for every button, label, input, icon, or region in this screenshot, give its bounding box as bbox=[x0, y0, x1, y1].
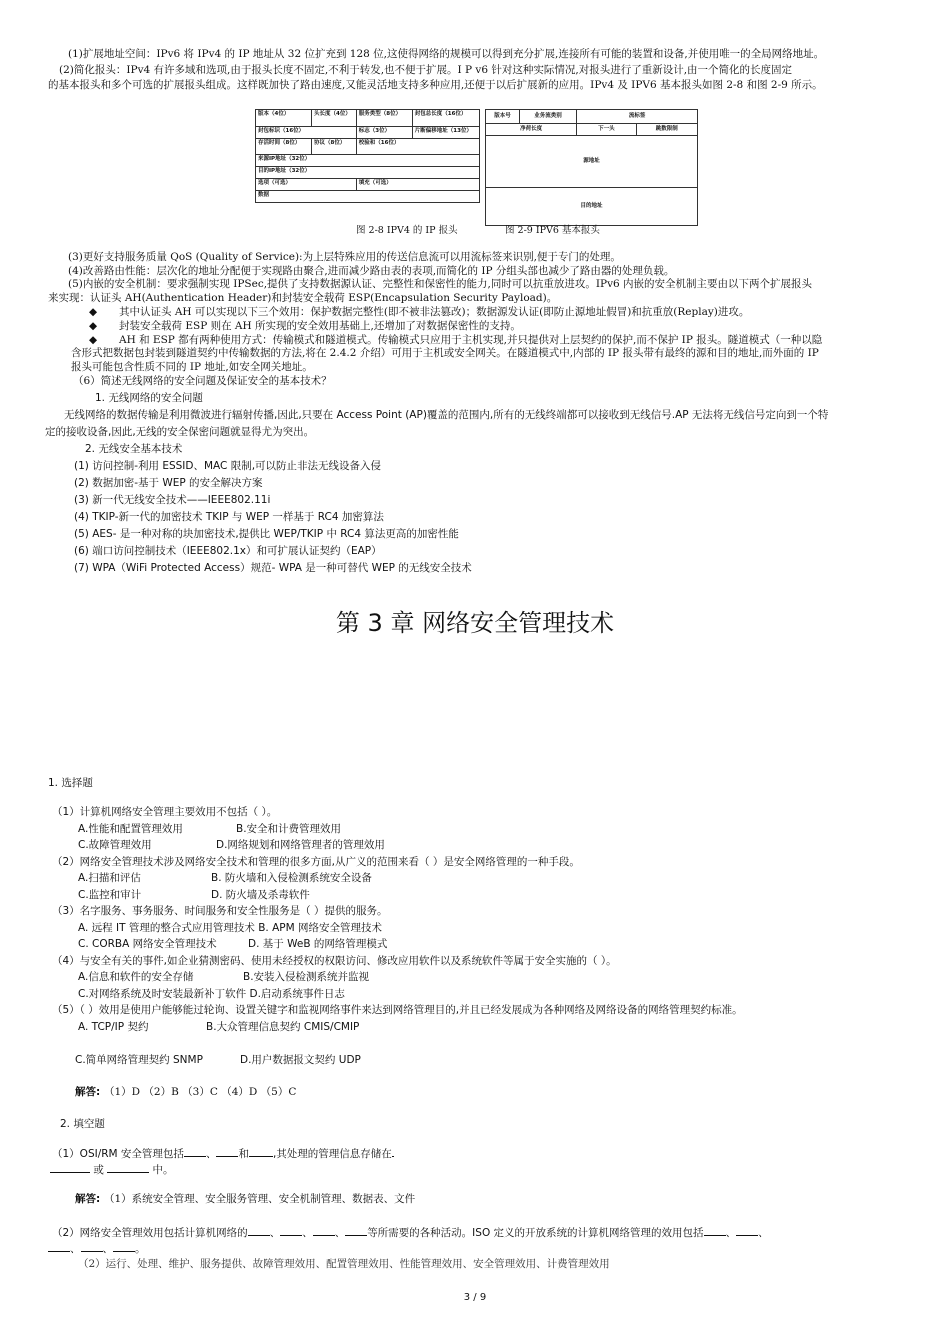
choice-option: A.扫描和评估 bbox=[78, 872, 141, 884]
ipv4-cell: 填充（可选） bbox=[358, 180, 392, 186]
fill-and: 和 bbox=[238, 1148, 249, 1160]
choice-option: D.用户数据报文契约 UDP bbox=[240, 1054, 361, 1066]
para-ipv6-address: (1)扩展地址空间：IPv6 将 IPv4 的 IP 地址从 32 位扩充到 128 位,这使得网络的规模可以得到充分扩展,连接所有可能的装置和设备,并使用唯一的全局网络地址。 bbox=[68, 48, 825, 60]
choice-option: C. CORBA 网络安全管理技术 bbox=[78, 938, 217, 950]
wireless-item: (3) 新一代无线安全技术——IEEE802.11i bbox=[74, 494, 271, 506]
choice-option: C.监控和审计 bbox=[78, 889, 142, 901]
wireless-heading-1: 1. 无线网络的安全问题 bbox=[95, 392, 203, 404]
fill-q2-line2 bbox=[48, 1241, 146, 1256]
choice-option: B.安装入侵检测系统并监视 bbox=[243, 971, 370, 983]
wireless-item: (2) 数据加密-基于 WEP 的安全解决方案 bbox=[74, 477, 263, 489]
choice-option: B. 防火墙和入侵检测系统安全设备 bbox=[211, 872, 372, 884]
choice-option: D. 防火墙及杀毒软件 bbox=[211, 889, 310, 901]
ipv6-cell: 源地址 bbox=[583, 158, 600, 164]
fill-q1-text: （1）OSI/RM 安全管理包括 bbox=[52, 1148, 184, 1160]
choice-answer-label: 解答: bbox=[75, 1086, 101, 1098]
choice-q5: （5）（ ）效用是使用户能够能过轮询、设置关键字和监视网络事件来达到网络管理目的,并且已经发展成为各种网络及网络设备的网络管理契约标准。 bbox=[52, 1004, 743, 1016]
choice-q1: （1）计算机网络安全管理主要效用不包括（ ）。 bbox=[52, 806, 278, 818]
para-routing: (4)改善路由性能：层次化的地址分配便于实现路由聚合,进而减少路由表的表项,而简化的 IP 分组头部也减少了路由器的处理负载。 bbox=[68, 265, 675, 277]
choice-option: D. 基于 WeB 的网络管理模式 bbox=[248, 938, 388, 950]
wireless-item: (6) 端口访问控制技术（IEEE802.1x）和可扩展认证契约（EAP） bbox=[74, 545, 382, 557]
wireless-heading-2: 2. 无线安全基本技术 bbox=[85, 443, 183, 455]
wireless-para-2: 定的接收设备,因此,无线的安全保密问题就显得尤为突出。 bbox=[45, 426, 315, 438]
ipv6-cell: 目的地址 bbox=[580, 203, 603, 209]
ipv6-cell: 业务流类别 bbox=[534, 113, 562, 119]
fill-sep: 、 bbox=[205, 1148, 217, 1160]
ipv4-cell: 标志（3位） bbox=[358, 128, 391, 134]
ipv4-cell: 封包总长度（16位） bbox=[414, 111, 467, 117]
fill-sep: 、 bbox=[70, 1243, 81, 1255]
ipv4-cell: 服务类型（8位） bbox=[358, 111, 402, 117]
blank bbox=[313, 1225, 335, 1236]
bullet-icon: ◆ bbox=[89, 306, 98, 318]
fill-sep: 、 bbox=[302, 1227, 313, 1239]
bullet-esp: 封装安全载荷 ESP 则在 AH 所实现的安全效用基础上,还增加了对数据保密性的支持。 bbox=[119, 320, 521, 332]
blank bbox=[107, 1162, 149, 1173]
fill-sep: 、 bbox=[758, 1227, 769, 1239]
fill-q1-line1 bbox=[52, 1146, 394, 1161]
fill-q1-end: 中。 bbox=[152, 1164, 174, 1176]
ipv4-cell: 目的IP地址（32位） bbox=[258, 168, 311, 174]
figure-caption-ipv4: 图 2-8 IPV4 的 IP 报头 bbox=[356, 225, 458, 236]
fill-sep: 、 bbox=[102, 1243, 113, 1255]
choice-q2: （2）网络安全管理技术涉及网络安全技术和管理的很多方面,从广义的范围来看（ ）是安全网络管理的一种手段。 bbox=[52, 856, 580, 868]
ipv4-cell: 版本（4位） bbox=[258, 111, 290, 117]
choice-option: C.故障管理效用 bbox=[78, 839, 152, 851]
choice-q3: （3）名字服务、事务服务、时间服务和安全性服务是（ ）提供的服务。 bbox=[52, 905, 388, 917]
bullet-modes-2: 含形式把数据包封装到隧道契约中传输数据的方法,将在 2.4.2 介绍）可用于主机或安全网关。在隧道模式中,内部的 IP 报头带有最终的源和目的地址,而外面的 IP bbox=[71, 347, 819, 359]
fill-q2-line1 bbox=[52, 1225, 769, 1240]
choice-option: C.简单网络管理契约 SNMP bbox=[75, 1054, 203, 1066]
fill-q1-line2 bbox=[50, 1162, 174, 1177]
blank bbox=[249, 1146, 273, 1157]
bullet-icon: ◆ bbox=[89, 334, 98, 346]
wireless-item: (4) TKIP-新一代的加密技术 TKIP 与 WEP 一样基于 RC4 加密算法 bbox=[74, 511, 384, 523]
blank bbox=[736, 1225, 758, 1236]
chapter-title: 第 3 章 网络安全管理技术 bbox=[335, 609, 615, 637]
blank bbox=[113, 1241, 135, 1252]
bullet-modes-3: 报头可能包含性质不同的 IP 地址,如安全网关地址。 bbox=[71, 361, 313, 373]
fill-sep: 、 bbox=[334, 1227, 346, 1239]
blank bbox=[184, 1146, 206, 1157]
fill-or: 或 bbox=[93, 1164, 104, 1176]
ipv4-cell: 头长度（4位） bbox=[314, 111, 351, 117]
fill-q2-text: （2）网络安全管理效用包括计算机网络的 bbox=[52, 1227, 248, 1239]
blank bbox=[345, 1225, 367, 1236]
ipv4-cell: 封包标识（16位） bbox=[258, 128, 305, 134]
wireless-item: (5) AES- 是一种对称的块加密技术,提供比 WEP/TKIP 中 RC4 算法更高的加密性能 bbox=[74, 528, 459, 540]
choice-option: C.对网络系统及时安装最新补丁软件 D.启动系统事件日志 bbox=[78, 988, 345, 1000]
wireless-item: (1) 访问控制-利用 ESSID、MAC 限制,可以防止非法无线设备入侵 bbox=[74, 460, 382, 472]
fill-period: 。 bbox=[135, 1243, 146, 1255]
choice-title: 1. 选择题 bbox=[48, 777, 93, 789]
bullet-ah: 其中认证头 AH 可以实现以下三个效用：保护数据完整性(即不被非法篡改)；数据源发认证(即防止源地址假冒)和抗重放(Replay)进攻。 bbox=[119, 306, 750, 318]
bullet-icon: ◆ bbox=[89, 320, 98, 332]
para-security-2: 来实现：认证头 AH(Authentication Header)和封装安全载荷 ESP(Encapsulation Security Payload)。 bbox=[48, 292, 558, 304]
fill-q2-mid: 等所需要的各种活动。ISO 定义的开放系统的计算机网络管理的效用包括 bbox=[367, 1227, 704, 1239]
fill-title: 2. 填空题 bbox=[60, 1118, 105, 1130]
choice-option: A. 远程 IT 管理的整合式应用管理技术 B. APM 网络安全管理技术 bbox=[78, 922, 382, 934]
blank bbox=[704, 1225, 726, 1236]
blank bbox=[216, 1146, 238, 1157]
para-qos: (3)更好支持服务质量 QoS (Quality of Service):为上层特殊应用的传送信息流可以用流标签来识别,便于专门的处理。 bbox=[68, 251, 621, 263]
ipv4-cell: 校验和（16位） bbox=[358, 140, 400, 146]
fill-answer-2: （2）运行、处理、维护、服务提供、故障管理效用、配置管理效用、性能管理效用、安全管理效用、计费管理效用 bbox=[78, 1258, 610, 1270]
ipv4-cell: 数据 bbox=[258, 192, 270, 198]
fill-q1-mid: ,其处理的管理信息存储在 bbox=[272, 1148, 392, 1160]
fill-answer-label: 解答: bbox=[75, 1193, 101, 1205]
bullet-modes-1: AH 和 ESP 都有两种使用方式：传输模式和隧道模式。传输模式只应用于主机实现,并只提供对上层契约的保护,而不保护 IP 报头。隧道模式（一种以隐 bbox=[119, 334, 823, 346]
ipv4-cell: 协议（8位） bbox=[314, 140, 346, 146]
choice-option: A.信息和软件的安全存储 bbox=[78, 971, 194, 983]
ipv6-cell: 流标签 bbox=[628, 113, 646, 119]
figure-caption-ipv6: 图 2-9 IPV6 基本报头 bbox=[505, 225, 600, 236]
fill-sep: 、 bbox=[269, 1227, 281, 1239]
blank bbox=[50, 1162, 90, 1173]
para-ipv6-header-2: 的基本报头和多个可选的扩展报头组成。这样既加快了路由速度,又能灵活地支持多种应用,还便于以后扩展新的应用。IPv4 及 IPV6 基本报头如图 2-8 和图 2-9 所示。 bbox=[48, 79, 823, 91]
choice-q4: （4）与安全有关的事件,如企业猜测密码、使用未经授权的权限访问、修改应用软件以及系统软件等属于安全实施的（ ）。 bbox=[52, 955, 617, 967]
page-number: 3 / 9 bbox=[463, 1292, 487, 1303]
choice-option: B.安全和计费管理效用 bbox=[236, 823, 342, 835]
para-ipv6-header-1: (2)简化报头：IPv4 有许多域和选项,由于报头长度不固定,不利于转发,也不便于扩展。I P v6 针对这种实际情况,对报头进行了重新设计,由一个简化的长度固定 bbox=[59, 64, 793, 76]
ipv4-cell: 选项（可选） bbox=[258, 180, 292, 186]
fill-answer-1: （1）系统安全管理、安全服务管理、安全机制管理、数据表、文件 bbox=[104, 1193, 416, 1205]
choice-answer: （1）D （2）B （3）C （4）D （5）C bbox=[104, 1086, 297, 1098]
blank bbox=[48, 1241, 70, 1252]
ipv6-header-figure bbox=[485, 109, 698, 226]
wireless-para-1: 无线网络的数据传输是利用微波进行辐射传播,因此,只要在 Access Point (AP)覆盖的范围内,所有的无线终端都可以接收到无线信号.AP 无法将无线信号定向到一个特 bbox=[64, 409, 829, 421]
ipv6-cell: 净荷长度 bbox=[520, 126, 543, 132]
choice-option: B.大众管理信息契约 CMIS/CMIP bbox=[206, 1021, 360, 1033]
choice-option: D.网络规划和网络管理者的管理效用 bbox=[216, 839, 385, 851]
choice-option: A.性能和配置管理效用 bbox=[78, 823, 183, 835]
ipv6-cell: 跳数限制 bbox=[655, 126, 678, 132]
blank bbox=[81, 1241, 103, 1252]
ipv4-header-figure bbox=[255, 109, 480, 203]
blank bbox=[248, 1225, 270, 1236]
question-6: （6）简述无线网络的安全问题及保证安全的基本技术？ bbox=[73, 375, 332, 387]
wireless-item: (7) WPA（WiFi Protected Access）规范- WPA 是一种可替代 WEP 的无线安全技术 bbox=[74, 562, 472, 574]
para-security-1: (5)内嵌的安全机制：要求强制实现 IPSec,提供了支持数据源认证、完整性和保密性的能力,同时可以抗重放进攻。IPv6 内嵌的安全机制主要由以下两个扩展报头 bbox=[68, 278, 813, 290]
ipv4-cell: 存活时间（8位） bbox=[258, 140, 301, 146]
blank bbox=[280, 1225, 302, 1236]
ipv6-cell: 下一头 bbox=[598, 126, 615, 132]
ipv4-cell: 来源IP地址（32位） bbox=[258, 156, 311, 162]
choice-option: A. TCP/IP 契约 bbox=[78, 1021, 149, 1033]
blank bbox=[392, 1146, 394, 1157]
fill-sep: 、 bbox=[725, 1227, 737, 1239]
ipv4-cell: 片断偏移地址（13位） bbox=[414, 128, 472, 134]
ipv6-cell: 版本号 bbox=[494, 113, 511, 119]
